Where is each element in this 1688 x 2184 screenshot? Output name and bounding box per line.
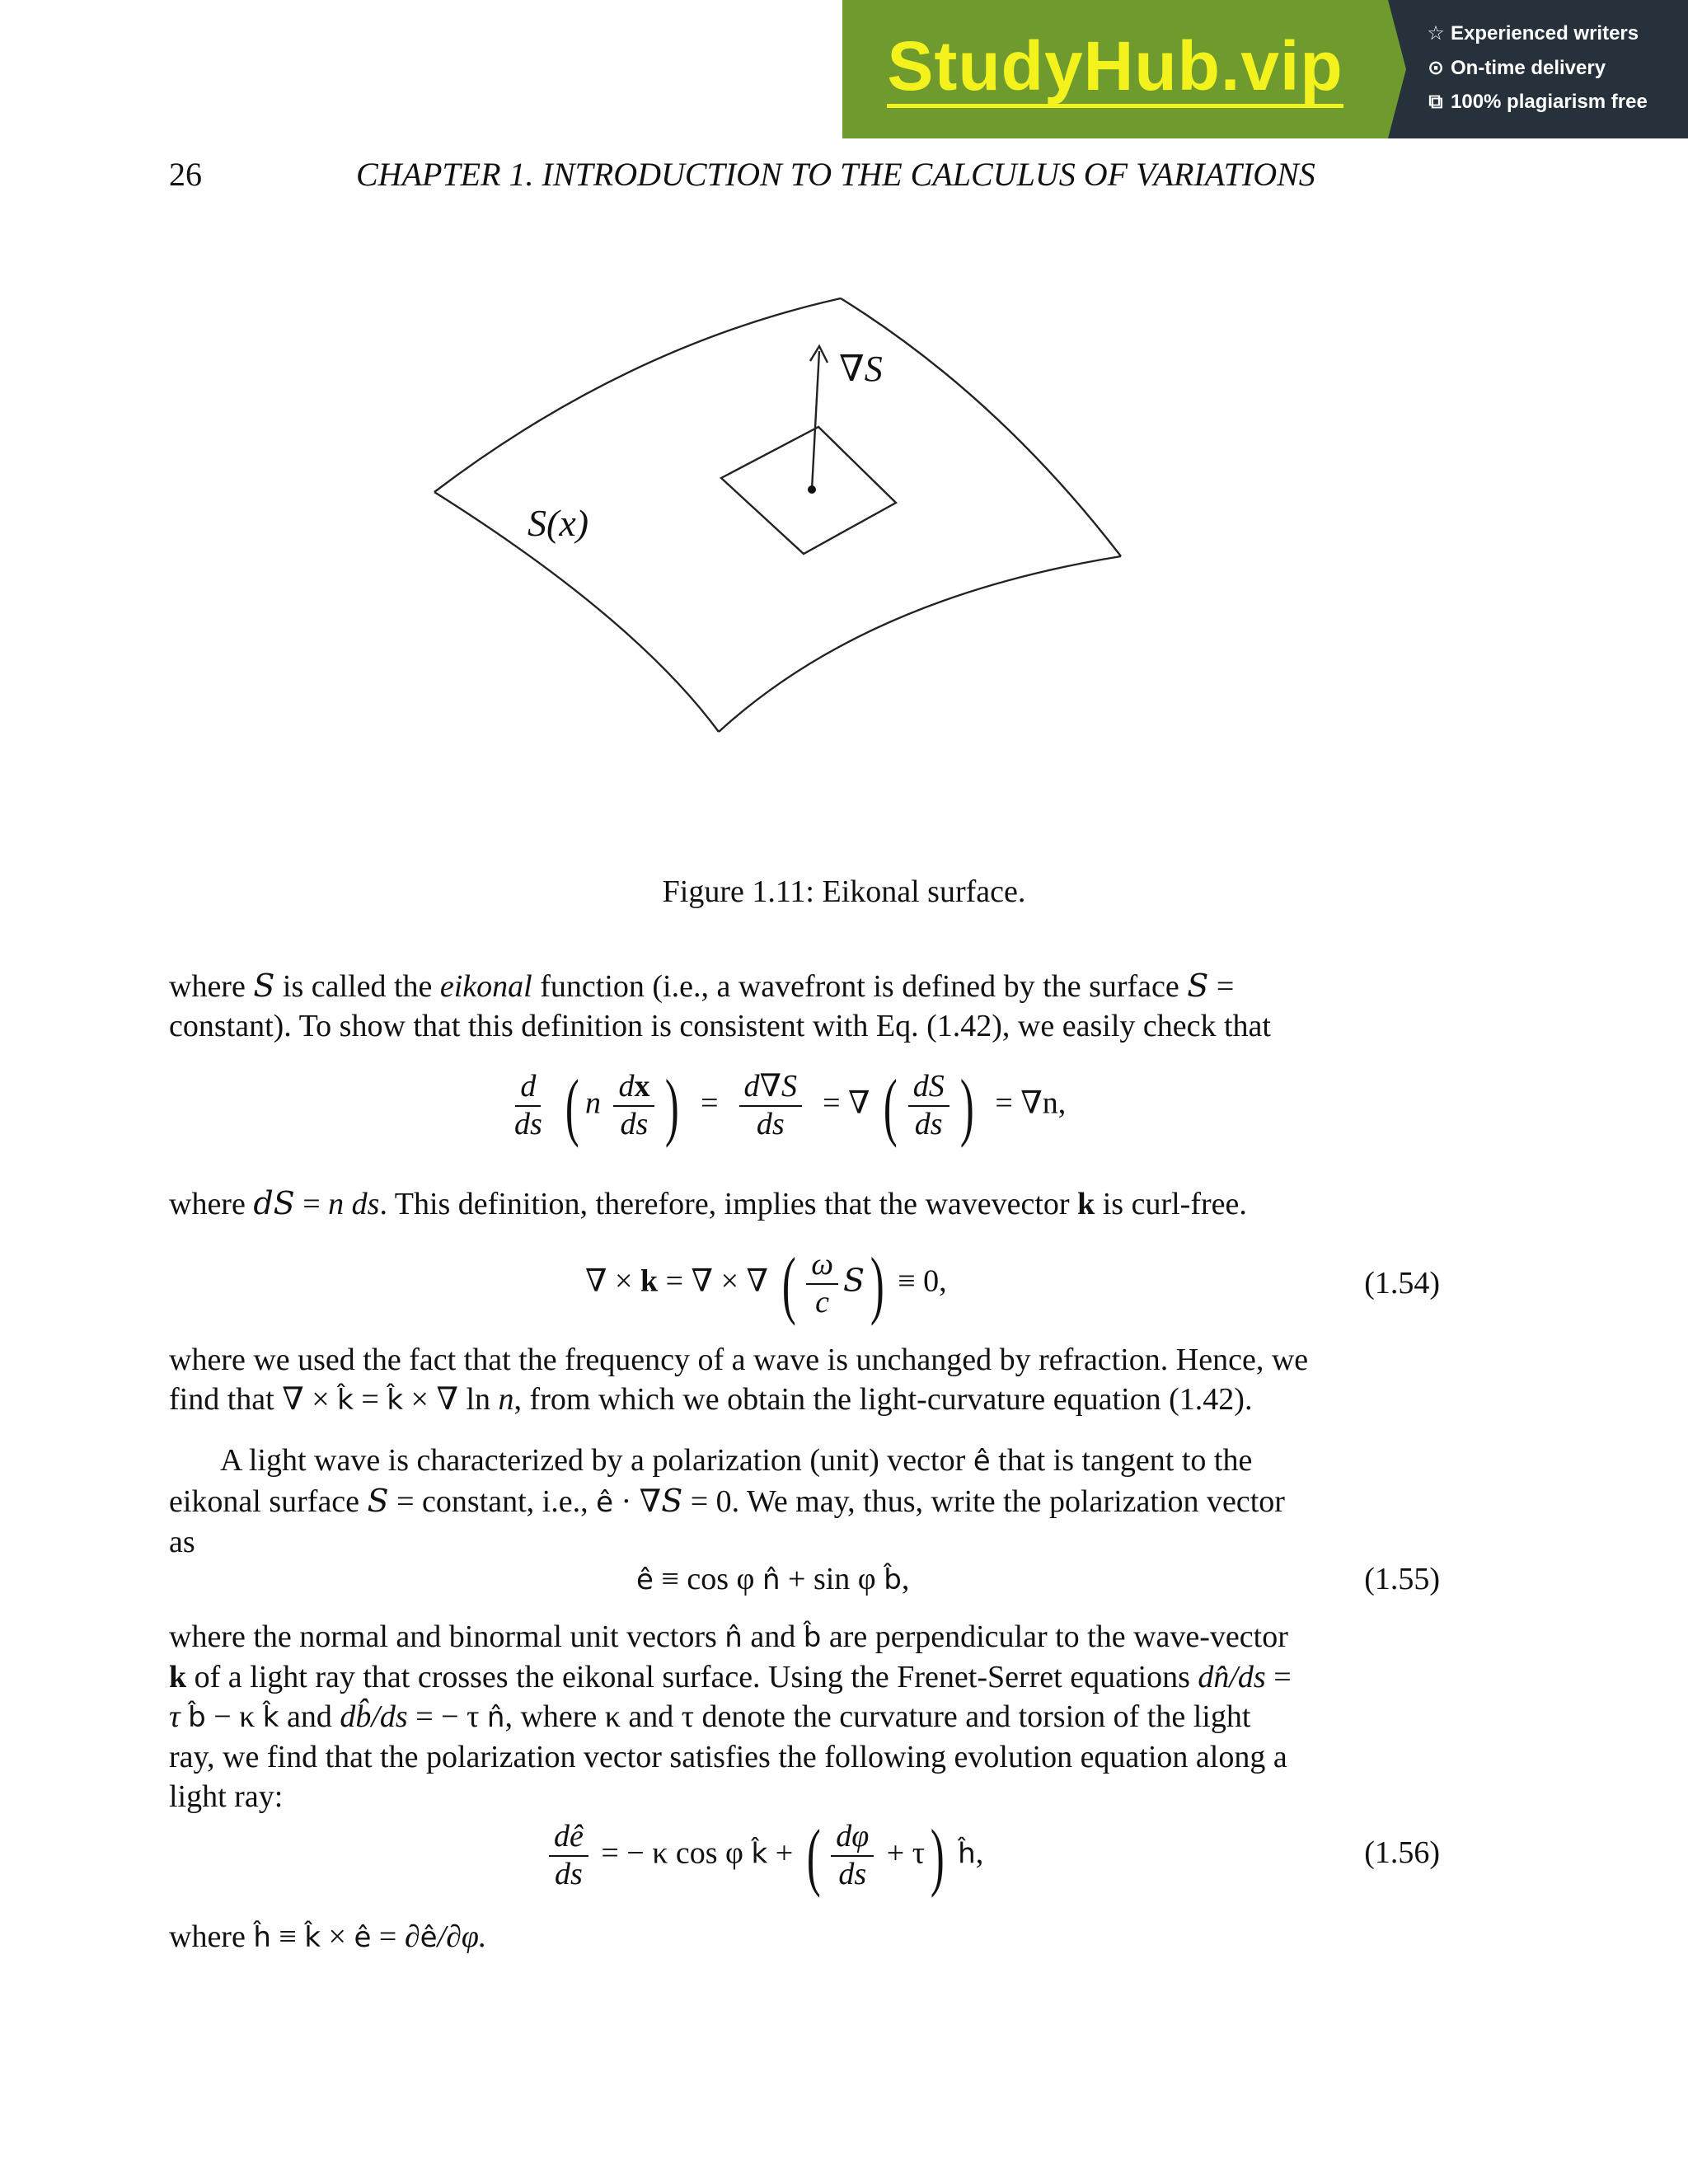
grad-s-label: ∇S: [839, 349, 883, 389]
running-head: CHAPTER 1. INTRODUCTION TO THE CALCULUS OF VARIATIONS: [356, 156, 1315, 193]
text-line: light ray:: [169, 1779, 284, 1814]
text-line: A light wave is characterized by a polarization (unit) vector ê that is tangent to the: [220, 1443, 1253, 1478]
text-line: k of a light ray that crosses the eikonal surface. Using the Frenet-Serret equations dn̂/ds =: [169, 1660, 1292, 1694]
feature-on-time-delivery: [1426, 56, 1606, 80]
surface-label: S(x): [528, 502, 589, 544]
text-line: constant). To show that this definition is consistent with Eq. (1.42), we easily check that: [169, 1009, 1271, 1043]
text-line: find that ∇ × k̂ = k̂ × ∇ ln n, from which we obtain the light-curvature equation (1.42).: [169, 1382, 1253, 1417]
studyhub-logo-text: StudyHub.vip: [887, 31, 1343, 108]
text-line: where we used the fact that the frequency of a wave is unchanged by refraction. Hence, we: [169, 1343, 1309, 1377]
feature-label: On-time delivery: [1451, 56, 1606, 79]
copy-icon: ⧉: [1428, 91, 1443, 113]
paragraph-eikonal-definition: [169, 966, 1440, 1046]
equation-1-55: ê ≡ cos φ n̂ + sin φ b̂,: [636, 1562, 910, 1596]
text-line: where dS = n ds. This definition, therefore, implies that the wavevector k is curl-free.: [169, 1185, 1247, 1221]
equation-number: (1.54): [1364, 1266, 1440, 1301]
surface-edge-right: [841, 298, 1121, 556]
equation-1-56: $\frac{dê}{ds}$ = − κ cos φ k̂ + ( $\frac{d\varphi}{ds}$ + τ) ĥ,: [544, 1818, 983, 1894]
banner-arrow-shape: [1388, 0, 1406, 138]
clock-icon: ⊙: [1427, 57, 1445, 79]
ad-banner[interactable]: [842, 0, 1688, 138]
studyhub-logo[interactable]: [842, 0, 1388, 138]
banner-features: [1388, 0, 1688, 138]
surface-edge-top: [434, 298, 841, 492]
eikonal-surface-figure: [0, 272, 1688, 766]
paragraph-polarization: [169, 1441, 1440, 1562]
feature-plagiarism-free: [1426, 91, 1648, 114]
text-line: eikonal surface S = constant, i.e., ê · ∇S = 0. We may, thus, write the polarization vector: [169, 1483, 1285, 1519]
surface-edge-bottom: [719, 556, 1121, 732]
text-line: where the normal and binormal unit vectors n̂ and b̂ are perpendicular to the wave-vector: [169, 1619, 1288, 1654]
equation-1-54: ∇ × k = ∇ × ∇ ( $\frac{\omega}{c}$ S) ≡ 0,: [585, 1242, 947, 1326]
text-line: as: [169, 1525, 195, 1559]
text-line: τ b̂ − κ k̂ and db̂/ds = − τ n̂, where κ and τ denote the curvature and torsion of the light: [169, 1699, 1251, 1734]
feature-label: 100% plagiarism free: [1451, 91, 1648, 113]
text-line: where S is called the eikonal function (i.e., a wavefront is defined by the surface S =: [169, 968, 1235, 1004]
star-icon: ☆: [1427, 22, 1445, 45]
patch-point: [808, 485, 816, 494]
equation-eikonal-check: $\frac{d}{ds}$ ( n $\frac{dx}{ds}$ ) = $\frac{d\nabla S}{ds}$ = ∇ ( $\frac{dS}{ds}$ ) = ∇n,: [514, 1064, 1067, 1148]
feature-label: Experienced writers: [1451, 21, 1639, 45]
text-line: where ĥ ≡ k̂ × ê = ∂ê/∂φ.: [169, 1919, 487, 1954]
feature-experienced-writers: [1426, 21, 1639, 45]
equation-number: (1.56): [1364, 1835, 1440, 1870]
paragraph-h-definition: [169, 1917, 1440, 1957]
paragraph-curl-free: [169, 1183, 1440, 1224]
paragraph-refraction: [169, 1340, 1440, 1420]
gradient-vector: [812, 351, 819, 490]
paragraph-frenet-serret: [169, 1617, 1440, 1816]
equation-number: (1.55): [1364, 1562, 1440, 1596]
text-line: ray, we find that the polarization vector satisfies the following evolution equation along a: [169, 1740, 1287, 1774]
figure-caption: Figure 1.11: Eikonal surface.: [662, 874, 1026, 909]
page-number: 26: [169, 156, 202, 193]
